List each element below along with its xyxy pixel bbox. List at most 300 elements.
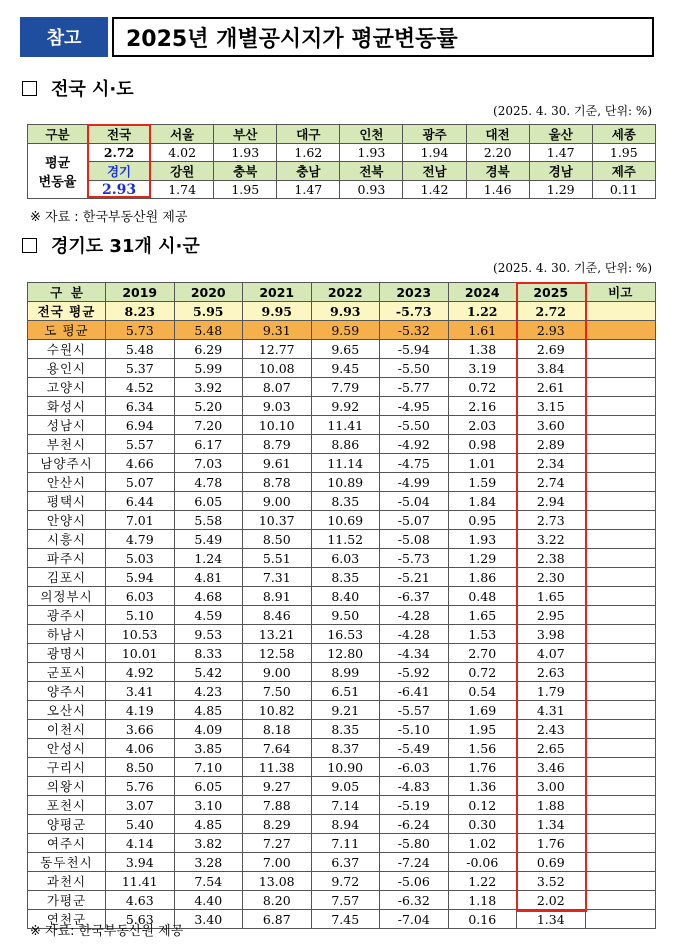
rate-value: 9.50	[311, 606, 380, 625]
rate-value: 9.00	[243, 663, 312, 682]
rate-value: 3.60	[517, 416, 586, 435]
rate-value: 10.37	[243, 511, 312, 530]
region-name: 광주시	[28, 606, 106, 625]
rate-value: 4.19	[106, 701, 175, 720]
rate-value: 7.03	[174, 454, 243, 473]
rate-value: 2.93	[517, 321, 586, 340]
rate-value: 5.73	[106, 321, 175, 340]
table-row	[28, 644, 656, 663]
rate-value: 10.01	[106, 644, 175, 663]
region-name: 안양시	[28, 511, 106, 530]
region-value: 2.93	[88, 181, 151, 199]
rate-value: 2.95	[517, 606, 586, 625]
rate-value: 6.03	[311, 549, 380, 568]
rate-value: 2.63	[517, 663, 586, 682]
rate-value: 2.70	[448, 644, 517, 663]
rate-value: 10.69	[311, 511, 380, 530]
region-name: 포천시	[28, 796, 106, 815]
region-name: 인천	[340, 125, 403, 144]
rate-value: 4.06	[106, 739, 175, 758]
rate-value: 6.05	[174, 777, 243, 796]
rate-value: 9.72	[311, 872, 380, 891]
table-row	[28, 397, 656, 416]
region-value: 1.95	[592, 144, 655, 162]
rate-value: 8.35	[311, 492, 380, 511]
rate-value: 9.92	[311, 397, 380, 416]
rate-value: 4.59	[174, 606, 243, 625]
rate-value: 0.30	[448, 815, 517, 834]
rate-value: 7.20	[174, 416, 243, 435]
table-row	[28, 872, 656, 891]
region-name: 시흥시	[28, 530, 106, 549]
rate-value: 2.02	[517, 891, 586, 910]
rate-value: 3.52	[517, 872, 586, 891]
rate-value: 4.68	[174, 587, 243, 606]
table-row	[28, 739, 656, 758]
region-name: 안성시	[28, 739, 106, 758]
rate-value: 3.15	[517, 397, 586, 416]
rate-value: 7.31	[243, 568, 312, 587]
rate-value: 3.85	[174, 739, 243, 758]
rate-value: -6.41	[380, 682, 449, 701]
region-name: 충북	[214, 162, 277, 181]
rate-value: 1.29	[448, 549, 517, 568]
rate-value: 1.65	[517, 587, 586, 606]
section-gyeonggi	[22, 232, 200, 258]
column-header: 2024	[448, 283, 517, 302]
rate-value: 7.50	[243, 682, 312, 701]
rate-value: 4.14	[106, 834, 175, 853]
region-name: 광명시	[28, 644, 106, 663]
checkbox-square-icon	[22, 238, 37, 253]
rate-value: 4.09	[174, 720, 243, 739]
region-value: 1.93	[340, 144, 403, 162]
section-gyeonggi-title: 경기도 31개 시·군	[51, 236, 200, 257]
table-row	[28, 815, 656, 834]
rate-value: 7.27	[243, 834, 312, 853]
rate-value: 3.19	[448, 359, 517, 378]
rate-value: 7.79	[311, 378, 380, 397]
rate-value: 5.48	[174, 321, 243, 340]
rate-value: -5.07	[380, 511, 449, 530]
note-cell	[585, 473, 656, 492]
table-row	[28, 378, 656, 397]
rate-value: 3.07	[106, 796, 175, 815]
region-name: 용인시	[28, 359, 106, 378]
rate-value: 3.40	[174, 910, 243, 929]
table-row	[28, 454, 656, 473]
rate-value: 9.00	[243, 492, 312, 511]
region-name: 경기	[88, 162, 151, 181]
region-name: 양평군	[28, 815, 106, 834]
gyeonggi-header-row	[28, 283, 656, 302]
rate-value: 11.14	[311, 454, 380, 473]
rate-value: 7.14	[311, 796, 380, 815]
column-header: 2021	[243, 283, 312, 302]
table-row	[28, 359, 656, 378]
gyeonggi-source: ※ 자료: 한국부동산원 제공	[30, 924, 184, 939]
rate-value: 8.23	[106, 302, 175, 321]
region-name: 서울	[151, 125, 214, 144]
rate-value: 9.65	[311, 340, 380, 359]
table-row	[28, 587, 656, 606]
note-cell	[585, 910, 656, 929]
row-label-line2: 변동율	[38, 175, 77, 190]
rate-value: 5.40	[106, 815, 175, 834]
region-name: 대전	[466, 125, 529, 144]
gyeonggi-table	[27, 282, 656, 929]
rate-value: 1.93	[448, 530, 517, 549]
region-value: 0.93	[340, 181, 403, 199]
rate-value: -4.28	[380, 625, 449, 644]
rate-value: 9.61	[243, 454, 312, 473]
rate-value: 4.92	[106, 663, 175, 682]
rate-value: -7.04	[380, 910, 449, 929]
rate-value: 7.88	[243, 796, 312, 815]
table-row	[28, 511, 656, 530]
rate-value: 10.53	[106, 625, 175, 644]
rate-value: 5.99	[174, 359, 243, 378]
rate-value: 1.59	[448, 473, 517, 492]
table-row	[28, 834, 656, 853]
rate-value: 0.72	[448, 378, 517, 397]
rate-value: 6.87	[243, 910, 312, 929]
national-header-label: 구분	[28, 125, 88, 144]
rate-value: 6.03	[106, 587, 175, 606]
rate-value: 8.35	[311, 720, 380, 739]
note-cell	[585, 511, 656, 530]
rate-value: 5.95	[174, 302, 243, 321]
rate-value: 3.46	[517, 758, 586, 777]
rate-value: 5.49	[174, 530, 243, 549]
region-name: 대구	[277, 125, 340, 144]
table-row	[28, 625, 656, 644]
region-name: 전국	[88, 125, 151, 144]
section-national	[22, 75, 134, 101]
note-cell	[585, 701, 656, 720]
region-value: 1.47	[529, 144, 592, 162]
region-name: 여주시	[28, 834, 106, 853]
rate-value: -0.06	[448, 853, 517, 872]
note-cell	[585, 416, 656, 435]
rate-value: 4.07	[517, 644, 586, 663]
region-name: 과천시	[28, 872, 106, 891]
section-national-title: 전국 시·도	[51, 79, 134, 100]
table-row	[28, 568, 656, 587]
rate-value: 3.41	[106, 682, 175, 701]
rate-value: 8.91	[243, 587, 312, 606]
region-name: 광주	[403, 125, 466, 144]
rate-value: -5.49	[380, 739, 449, 758]
rate-value: 2.69	[517, 340, 586, 359]
rate-value: 8.46	[243, 606, 312, 625]
rate-value: 5.48	[106, 340, 175, 359]
rate-value: 10.82	[243, 701, 312, 720]
note-cell	[585, 891, 656, 910]
rate-value: 6.29	[174, 340, 243, 359]
rate-value: 3.66	[106, 720, 175, 739]
rate-value: 2.65	[517, 739, 586, 758]
region-name: 부천시	[28, 435, 106, 454]
region-name: 오산시	[28, 701, 106, 720]
region-value: 1.42	[403, 181, 466, 199]
region-name: 남양주시	[28, 454, 106, 473]
note-cell	[585, 815, 656, 834]
rate-value: 1.84	[448, 492, 517, 511]
rate-value: 8.79	[243, 435, 312, 454]
rate-value: -5.92	[380, 663, 449, 682]
rate-value: 4.31	[517, 701, 586, 720]
rate-value: 3.92	[174, 378, 243, 397]
rate-value: 2.30	[517, 568, 586, 587]
region-name: 안산시	[28, 473, 106, 492]
rate-value: -5.73	[380, 549, 449, 568]
note-cell	[585, 530, 656, 549]
rate-value: 0.16	[448, 910, 517, 929]
rate-value: 5.57	[106, 435, 175, 454]
region-value: 0.11	[592, 181, 655, 199]
rate-value: 7.57	[311, 891, 380, 910]
rate-value: 3.00	[517, 777, 586, 796]
rate-value: 13.21	[243, 625, 312, 644]
note-cell	[585, 587, 656, 606]
note-cell	[585, 758, 656, 777]
rate-value: 1.76	[448, 758, 517, 777]
note-cell	[585, 492, 656, 511]
rate-value: 7.45	[311, 910, 380, 929]
national-table	[27, 124, 656, 199]
rate-value: 1.69	[448, 701, 517, 720]
rate-value: 7.11	[311, 834, 380, 853]
note-cell	[585, 549, 656, 568]
region-name: 가평군	[28, 891, 106, 910]
region-value: 2.72	[88, 144, 151, 162]
region-name: 구리시	[28, 758, 106, 777]
table-row	[28, 549, 656, 568]
rate-value: 2.72	[517, 302, 586, 321]
region-name: 동두천시	[28, 853, 106, 872]
region-name: 하남시	[28, 625, 106, 644]
rate-value: 1.53	[448, 625, 517, 644]
rate-value: -5.10	[380, 720, 449, 739]
column-header: 2022	[311, 283, 380, 302]
rate-value: -6.32	[380, 891, 449, 910]
note-cell	[585, 321, 656, 340]
rate-value: 10.90	[311, 758, 380, 777]
rate-value: 1.22	[448, 872, 517, 891]
region-name: 의정부시	[28, 587, 106, 606]
region-name: 양주시	[28, 682, 106, 701]
rate-value: 1.88	[517, 796, 586, 815]
rate-value: 7.10	[174, 758, 243, 777]
rate-value: 7.64	[243, 739, 312, 758]
column-header: 2019	[106, 283, 175, 302]
rate-value: 10.89	[311, 473, 380, 492]
rate-value: -4.28	[380, 606, 449, 625]
rate-value: 5.10	[106, 606, 175, 625]
region-value: 1.29	[529, 181, 592, 199]
rate-value: 3.28	[174, 853, 243, 872]
rate-value: 1.18	[448, 891, 517, 910]
region-name: 연천군	[28, 910, 106, 929]
region-name: 군포시	[28, 663, 106, 682]
rate-value: 5.42	[174, 663, 243, 682]
region-value: 1.94	[403, 144, 466, 162]
region-name: 이천시	[28, 720, 106, 739]
rate-value: -5.80	[380, 834, 449, 853]
note-cell	[585, 568, 656, 587]
note-cell	[585, 682, 656, 701]
region-name: 경북	[466, 162, 529, 181]
region-value: 1.93	[214, 144, 277, 162]
region-value: 1.95	[214, 181, 277, 199]
rate-value: -5.04	[380, 492, 449, 511]
rate-value: 1.36	[448, 777, 517, 796]
reference-badge: 참고	[20, 17, 108, 57]
page-title: 2025년 개별공시지가 평균변동률	[112, 17, 654, 57]
rate-value: -4.92	[380, 435, 449, 454]
rate-value: 11.38	[243, 758, 312, 777]
rate-value: 3.82	[174, 834, 243, 853]
rate-value: -6.37	[380, 587, 449, 606]
table-row	[28, 701, 656, 720]
region-name: 수원시	[28, 340, 106, 359]
rate-value: 8.50	[243, 530, 312, 549]
note-cell	[585, 359, 656, 378]
region-value: 1.47	[277, 181, 340, 199]
column-header: 비고	[585, 283, 656, 302]
rate-value: 8.99	[311, 663, 380, 682]
rate-value: 1.61	[448, 321, 517, 340]
table-row	[28, 435, 656, 454]
rate-value: 8.78	[243, 473, 312, 492]
rate-value: 1.22	[448, 302, 517, 321]
region-name: 김포시	[28, 568, 106, 587]
rate-value: 1.95	[448, 720, 517, 739]
note-cell	[585, 606, 656, 625]
rate-value: -5.57	[380, 701, 449, 720]
rate-value: 5.51	[243, 549, 312, 568]
table-row	[28, 663, 656, 682]
region-value: 2.20	[466, 144, 529, 162]
column-header: 2025	[517, 283, 586, 302]
note-cell	[585, 796, 656, 815]
rate-value: -5.94	[380, 340, 449, 359]
rate-value: 2.34	[517, 454, 586, 473]
rate-value: 4.81	[174, 568, 243, 587]
rate-value: 11.41	[106, 872, 175, 891]
rate-value: 1.24	[174, 549, 243, 568]
table-row	[28, 606, 656, 625]
rate-value: -5.50	[380, 416, 449, 435]
rate-value: 6.51	[311, 682, 380, 701]
note-cell	[585, 454, 656, 473]
region-name: 부산	[214, 125, 277, 144]
rate-value: -5.06	[380, 872, 449, 891]
rate-value: -4.99	[380, 473, 449, 492]
rate-value: 6.37	[311, 853, 380, 872]
table-row	[28, 796, 656, 815]
table-row	[28, 682, 656, 701]
rate-value: -6.24	[380, 815, 449, 834]
rate-value: -7.24	[380, 853, 449, 872]
rate-value: 16.53	[311, 625, 380, 644]
note-cell	[585, 663, 656, 682]
region-name: 도 평균	[28, 321, 106, 340]
rate-value: 4.79	[106, 530, 175, 549]
national-row-label	[28, 144, 88, 199]
rate-value: 5.03	[106, 549, 175, 568]
rate-value: -5.32	[380, 321, 449, 340]
rate-value: 6.34	[106, 397, 175, 416]
rate-value: 1.86	[448, 568, 517, 587]
table-row	[28, 492, 656, 511]
rate-value: 5.07	[106, 473, 175, 492]
rate-value: 5.58	[174, 511, 243, 530]
rate-value: 4.40	[174, 891, 243, 910]
region-name: 제주	[592, 162, 655, 181]
rate-value: 4.78	[174, 473, 243, 492]
rate-value: 4.85	[174, 701, 243, 720]
table-row	[28, 416, 656, 435]
region-name: 화성시	[28, 397, 106, 416]
table-row	[28, 530, 656, 549]
rate-value: 8.18	[243, 720, 312, 739]
rate-value: 4.85	[174, 815, 243, 834]
rate-value: 0.98	[448, 435, 517, 454]
rate-value: 3.10	[174, 796, 243, 815]
province-average-row	[28, 321, 656, 340]
rate-value: 9.53	[174, 625, 243, 644]
note-cell	[585, 739, 656, 758]
rate-value: 8.07	[243, 378, 312, 397]
rate-value: -5.77	[380, 378, 449, 397]
region-name: 울산	[529, 125, 592, 144]
rate-value: 2.74	[517, 473, 586, 492]
rate-value: 2.61	[517, 378, 586, 397]
rate-value: 4.66	[106, 454, 175, 473]
rate-value: 8.37	[311, 739, 380, 758]
rate-value: 0.69	[517, 853, 586, 872]
rate-value: -4.83	[380, 777, 449, 796]
region-value: 1.62	[277, 144, 340, 162]
rate-value: 3.98	[517, 625, 586, 644]
note-cell	[585, 777, 656, 796]
rate-value: 12.58	[243, 644, 312, 663]
region-name: 성남시	[28, 416, 106, 435]
rate-value: 0.48	[448, 587, 517, 606]
rate-value: -4.34	[380, 644, 449, 663]
rate-value: 2.89	[517, 435, 586, 454]
region-name: 파주시	[28, 549, 106, 568]
rate-value: -5.08	[380, 530, 449, 549]
rate-value: 9.05	[311, 777, 380, 796]
table-row	[28, 758, 656, 777]
note-cell	[585, 644, 656, 663]
rate-value: 4.23	[174, 682, 243, 701]
note-cell	[585, 720, 656, 739]
table-row	[28, 340, 656, 359]
note-cell	[585, 302, 656, 321]
rate-value: 1.34	[517, 910, 586, 929]
national-source: ※ 자료 : 한국부동산원 제공	[30, 210, 188, 225]
rate-value: 1.02	[448, 834, 517, 853]
rate-value: 1.65	[448, 606, 517, 625]
column-header: 2020	[174, 283, 243, 302]
rate-value: 1.76	[517, 834, 586, 853]
note-cell	[585, 834, 656, 853]
rate-value: 6.44	[106, 492, 175, 511]
